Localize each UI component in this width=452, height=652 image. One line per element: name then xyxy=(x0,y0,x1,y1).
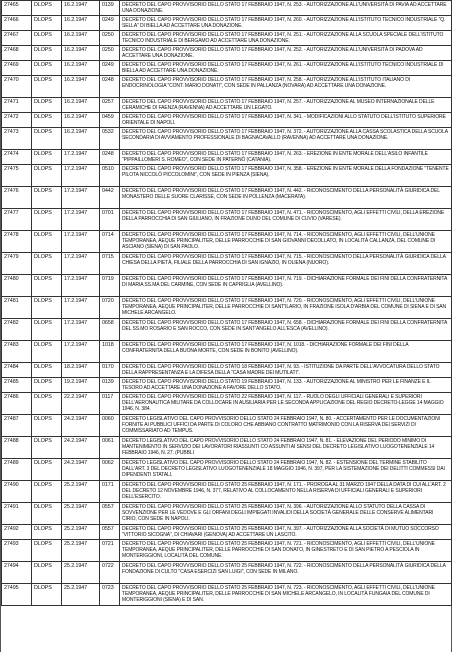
record-title: DECRETO DEL CAPO PROVVISORIO DELLO STATO 17 FEBBRAIO 1947, N. 372. - AUTORIZZAZIONE ALLA CASSA SCOLASTICA DELLA SCUOLA SECONDARIA DI AVVIAMENTO PROFESSIONALE DI BAGNACAVALLO (RAVENNA) AD ACCETTARE UNA DONAZIONE. xyxy=(120,128,452,150)
record-number: 27473 xyxy=(2,128,32,150)
record-source: DLOPS xyxy=(32,319,62,341)
record-source: DLOPS xyxy=(32,363,62,378)
record-source: DLOPS xyxy=(32,209,62,231)
record-date: 25.2.1947 xyxy=(62,540,100,562)
record-page: 0723 xyxy=(100,584,120,606)
table-row xyxy=(2,378,452,393)
record-title: DECRETO LEGISLATIVO DEL CAPO PROVVISORIO DELLO STATO 24 FEBBRAIO 1947, N. 81. - ELEVAZIONE DEL PERIODO MINIMO DI MANTENIMENTO IN SERVIZIO DEI LAVORATORI RIASSUNTI CO ASSUNTI AI SENSI DEL DECRETO LEGISLATIVO LUOGOTENENZIALE 14 FEBBRAIO 1946, N. 27. (PUBBLI xyxy=(120,437,452,459)
table-row xyxy=(2,31,452,46)
record-number: 27481 xyxy=(2,297,32,319)
table-row xyxy=(2,1,452,16)
record-date: 17.2.1947 xyxy=(62,209,100,231)
record-source: DLOPS xyxy=(32,61,62,76)
record-date: 17.2.1947 xyxy=(62,253,100,275)
record-page: 0459 xyxy=(100,113,120,128)
record-source: DLOPS xyxy=(32,113,62,128)
record-date: 25.2.1947 xyxy=(62,503,100,525)
record-title: DECRETO DEL CAPO PROVVISORIO DELLO STATO 17 FEBBRAIO 1947, N. 358. - EREZIONE IN ENTE MORALE DELLA FONDAZIONE "TENENTE PILOTA NICCOLÒ PICCOLOMINI", CON SEDE IN PIENZA (SIENA). xyxy=(120,165,452,187)
record-date: 19.2.1947 xyxy=(62,378,100,393)
record-source: DLOPS xyxy=(32,297,62,319)
table-row xyxy=(2,341,452,363)
table-row xyxy=(2,363,452,378)
record-date: 24.2.1947 xyxy=(62,415,100,437)
record-page: 0061 xyxy=(100,437,120,459)
record-title: DECRETO DEL CAPO PROVVISORIO DELLO STATO 25 FEBBRAIO 1947, N. 723. - RICONOSCIMENTO, AGLI EFFETTI CIVILI, DELL'UNIONE TEMPORANEA, AEQUE PRINCIPALITER, DELLE PARROCCHIE DI SAN MICHELE ARCANGELO, IN LOCALITÀ FUNGAIA DEL COMUNE DI MONTERIGGIONI (SIENA) E DI SAN. xyxy=(120,584,452,606)
record-number: 27466 xyxy=(2,16,32,31)
record-source: DLOPS xyxy=(32,437,62,459)
record-number: 27494 xyxy=(2,562,32,584)
record-page: 0722 xyxy=(100,562,120,584)
record-page: 0532 xyxy=(100,128,120,150)
record-source: DLOPS xyxy=(32,31,62,46)
record-page: 0721 xyxy=(100,540,120,562)
record-number: 27495 xyxy=(2,584,32,606)
record-date: 17.2.1947 xyxy=(62,187,100,209)
record-source: DLOPS xyxy=(32,525,62,540)
record-page: 1018 xyxy=(100,341,120,363)
record-number: 27486 xyxy=(2,393,32,415)
record-date: 17.2.1947 xyxy=(62,297,100,319)
record-source: DLOPS xyxy=(32,562,62,584)
record-number: 27488 xyxy=(2,437,32,459)
record-number: 27493 xyxy=(2,540,32,562)
record-page: 0250 xyxy=(100,46,120,61)
record-source: DLOPS xyxy=(32,46,62,61)
record-page: 0170 xyxy=(100,363,120,378)
record-source: DLOPS xyxy=(32,459,62,481)
record-number: 27472 xyxy=(2,113,32,128)
record-source: DLOPS xyxy=(32,187,62,209)
record-page: 0715 xyxy=(100,253,120,275)
record-title: DECRETO DEL CAPO PROVVISORIO DELLO STATO 17 FEBBRAIO 1947, N. 715. - RICONOSCIMENTO DELLA PERSONALITÀ GIURIDICA DELLA CHIESA DELLA PIETÀ, FILIALE DELLA PARROCCHIA DI SAN IGNAZIO, IN OLIENA (NUORO). xyxy=(120,253,452,275)
record-date: 16.2.1947 xyxy=(62,46,100,61)
record-title: DECRETO DEL CAPO PROVVISORIO DELLO STATO 17 FEBBRAIO 1947, N. 1018. - DICHIARAZIONE FORMALE DEI FINI DELLA CONFRATERNITA DELLA BUONA MORTE, CON SEDE IN BONITO (AVELLINO). xyxy=(120,341,452,363)
record-page: 0510 xyxy=(100,165,120,187)
record-date: 16.2.1947 xyxy=(62,76,100,98)
record-page: 0062 xyxy=(100,459,120,481)
record-date: 17.2.1947 xyxy=(62,341,100,363)
record-title: DECRETO DEL CAPO PROVVISORIO DELLO STATO 17 FEBBRAIO 1947, N. 253. - AUTORIZZAZIONE ALL'UNIVERSITÀ DI PAVIA AD ACCETTARE UNA DONAZIONE. xyxy=(120,1,452,16)
table-row xyxy=(2,540,452,562)
table-row xyxy=(2,113,452,128)
table-row xyxy=(2,61,452,76)
record-number: 27471 xyxy=(2,98,32,113)
record-title: DECRETO DEL CAPO PROVVISORIO DELLO STATO 17 FEBBRAIO 1947, N. 252. - AUTORIZZAZIONE ALL'UNIVERSITÀ DI PADOVA AD ACCETTARE UNA DONAZIONE. xyxy=(120,46,452,61)
record-title: DECRETO DEL CAPO PROVVISORIO DELLO STATO 17 FEBBRAIO 1947, N. 471. - RICONOSCIMENTO, AGLI EFFETTI CIVILI, DELLA EREZIONE DELLA PARROCCHIA DI SAN GIULIANO, IN FRAZIONE DUNO DEL COMUNE DI CUVIO (VARESE). xyxy=(120,209,452,231)
record-source: DLOPS xyxy=(32,481,62,503)
record-number: 27490 xyxy=(2,481,32,503)
table-row xyxy=(2,562,452,584)
record-title: DECRETO DEL CAPO PROVVISORIO DELLO STATO 25 FEBBRAIO 1947, N. 397. - AUTORIZZAZIONE ALLA SOCIETÀ DI MUTUO SOCCORSO "VITTORIO SICOGNA", DI CHIAVARI (GENOVA) AD ACCETTARE UN LASCITO. xyxy=(120,525,452,540)
record-number: 27478 xyxy=(2,231,32,253)
record-number: 27487 xyxy=(2,415,32,437)
record-page: 0248 xyxy=(100,150,120,165)
record-title: DECRETO DEL CAPO PROVVISORIO DELLO STATO 25 FEBBRAIO 1947, N. 171. - PROROGA AL 31 MARZO 1947 DELLA DATA DI CUI ALL'ART. 2 DEL DECRETO 12 NOVEMBRE 1946, N. 377, RELATIVO AL COLLOCAMENTO NELLA RISERVA DI UFFICIALI GENERALI E SUPERIORI DELL'ESERCITO. xyxy=(120,481,452,503)
table-row xyxy=(2,150,452,165)
record-number: 27476 xyxy=(2,187,32,209)
record-number: 27475 xyxy=(2,165,32,187)
record-source: DLOPS xyxy=(32,128,62,150)
record-title: DECRETO DEL CAPO PROVVISORIO DELLO STATO 17 FEBBRAIO 1947, N. 442. - RICONOSCIMENTO DELLA PERSONALITÀ GIURIDICA DEL MONASTERO DELLE SUORE CLARISSE, CON SEDE IN POLLENZA (MACERATA). xyxy=(120,187,452,209)
record-date: 25.2.1947 xyxy=(62,525,100,540)
record-title: DECRETO DEL CAPO PROVVISORIO DELLO STATO 17 FEBBRAIO 1947, N. 261. - AUTORIZZAZIONE ALL'ISTITUTO TECNICO INDUSTRIALE DI BIELLA AD ACCETTARE UNA DONAZIONE. xyxy=(120,61,452,76)
record-date: 17.2.1947 xyxy=(62,275,100,297)
record-title: DECRETO DEL CAPO PROVVISORIO DELLO STATO 18 FEBBRAIO 1947, N. 93. - ISTITUZIONE DA PARTE DELL'AVVOCATURA DELLO STATO DELLA RAPPRESENTANZA E LA DIFESA DELLA "CASA MADRE DEI MUTILATI". xyxy=(120,363,452,378)
record-title: DECRETO DEL CAPO PROVVISORIO DELLO STATO 19 FEBBRAIO 1947, N. 133. - AUTORIZZAZIONE AL MINISTRO PER LE FINANZE E IL TESORO AD ACCETTARE UNA DONAZIONE A FAVORE DELLO STATO. xyxy=(120,378,452,393)
record-page: 0658 xyxy=(100,319,120,341)
record-number: 27482 xyxy=(2,319,32,341)
record-source: DLOPS xyxy=(32,540,62,562)
record-page: 0249 xyxy=(100,61,120,76)
record-number: 27484 xyxy=(2,363,32,378)
record-source: DLOPS xyxy=(32,165,62,187)
record-page: 0250 xyxy=(100,31,120,46)
record-source: DLOPS xyxy=(32,231,62,253)
record-source: DLOPS xyxy=(32,1,62,16)
record-date: 16.2.1947 xyxy=(62,1,100,16)
record-number: 27467 xyxy=(2,31,32,46)
record-title: DECRETO DEL CAPO PROVVISORIO DELLO STATO 17 FEBBRAIO 1947, N. 263. - EREZIONE IN ENTE MORALE DELL'ASILO INFANTILE "PIPPAILLOMERI S. ROMEO", CON SEDE IN PATERNÒ (CATANIA). xyxy=(120,150,452,165)
record-date: 17.2.1947 xyxy=(62,231,100,253)
record-title: DECRETO DEL CAPO PROVVISORIO DELLO STATO 17 FEBBRAIO 1947, N. 714. - RICONOSCIMENTO, AGLI EFFETTI CIVILI, DELL'UNIONE TEMPORANEA, AEQUE PRINCIPALITER, DELLE PARROCCHIE DI SAN GIOVANNI DECOLLATO, IN LOCALITÀ CALLANZA, DEL COMUNE DI ASCIANO (SIENA) DI SAN PAOLO. xyxy=(120,231,452,253)
record-number: 27469 xyxy=(2,61,32,76)
table-row xyxy=(2,584,452,606)
record-number: 27477 xyxy=(2,209,32,231)
record-title: DECRETO DEL CAPO PROVVISORIO DELLO STATO 17 FEBBRAIO 1947, N. 257. - AUTORIZZAZIONE AL MUSEO INTERNAZIONALE DELLE CERAMICHE DI FAENZA (RAVENNA) AD ACCETTARE UN LEGATO. xyxy=(120,98,452,113)
record-source: DLOPS xyxy=(32,378,62,393)
record-date: 25.2.1947 xyxy=(62,481,100,503)
record-number: 27492 xyxy=(2,525,32,540)
table-row xyxy=(2,393,452,415)
table-row xyxy=(2,437,452,459)
record-number: 27468 xyxy=(2,46,32,61)
record-source: DLOPS xyxy=(32,150,62,165)
record-date: 22.2.1947 xyxy=(62,393,100,415)
table-row xyxy=(2,415,452,437)
record-date: 16.2.1947 xyxy=(62,31,100,46)
table-row xyxy=(2,481,452,503)
table-row xyxy=(2,128,452,150)
decree-register-table xyxy=(1,0,452,606)
record-page: 0139 xyxy=(100,1,120,16)
table-row xyxy=(2,459,452,481)
record-title: DECRETO DEL CAPO PROVVISORIO DELLO STATO 25 FEBBRAIO 1947, N. 721. - RICONOSCIMENTO, AGLI EFFETTI CIVILI, DELL'UNIONE TEMPORANEA, AEQUE PRINCIPALITER, DELLE PARROCCHIE DI SAN DONATO, IN GINESTRETO E DI SAN PIETRO A PESCIOLA IN MONTERIGGIONI, LOCALITÀ DEL COMUNE. xyxy=(120,540,452,562)
record-date: 18.2.1947 xyxy=(62,363,100,378)
table-row xyxy=(2,319,452,341)
record-page: 0720 xyxy=(100,297,120,319)
table-row xyxy=(2,253,452,275)
record-date: 16.2.1947 xyxy=(62,61,100,76)
record-page: 0557 xyxy=(100,525,120,540)
record-number: 27483 xyxy=(2,341,32,363)
table-row xyxy=(2,231,452,253)
table-row xyxy=(2,209,452,231)
record-date: 16.2.1947 xyxy=(62,16,100,31)
record-title: DECRETO DEL CAPO PROVVISORIO DELLO STATO 25 FEBBRAIO 1947, N. 722. - RICONOSCIMENTO DELLA PERSONALITÀ GIURIDICA DELLA FONDAZIONE DI CULTO "CASA ESERCIZI SAN LUIGI", CON SEDE IN MILANO. xyxy=(120,562,452,584)
record-date: 17.2.1947 xyxy=(62,319,100,341)
record-title: DECRETO DEL CAPO PROVVISORIO DELLO STATO 25 FEBBRAIO 1947, N. 396. - AUTORIZZAZIONE ALLO STATUTO DELLA CASSA DI SOVVENZIONE PER LE VEDOVE E GLI ORFANI DEGLI IMPIEGATI INVALIDI DELLA SOCIETÀ GENERALE DELLE CONSERVE ALIMENTARI CIRIO, CON SEDE IN NAPOLI. xyxy=(120,503,452,525)
record-number: 27491 xyxy=(2,503,32,525)
table-row xyxy=(2,187,452,209)
table-row xyxy=(2,503,452,525)
record-title: DECRETO DEL CAPO PROVVISORIO DELLO STATO 22 FEBBRAIO 1947, N. 117. - RUOLO DEGLI UFFICIALI GENERALI E SUPERIORI DELL'AERONAUTICA MILITARE DA COLLOCARE IN AUSILIARIA PER LE SECONDA APPLICAZIONE DEL REGIO DECRETO-LEGGE 14 MAGGIO 1946, N. 384. xyxy=(120,393,452,415)
record-source: DLOPS xyxy=(32,253,62,275)
record-title: DECRETO DEL CAPO PROVVISORIO DELLO STATO 17 FEBBRAIO 1947, N. 341. - MODIFICAZIONI ALLO STATUTO DELL'ISTITUTO SUPERIORE ORIENTALE DI NAPOLI. xyxy=(120,113,452,128)
record-number: 27489 xyxy=(2,459,32,481)
record-number: 27474 xyxy=(2,150,32,165)
record-page: 0249 xyxy=(100,16,120,31)
record-page: 0701 xyxy=(100,209,120,231)
record-title: DECRETO DEL CAPO PROVVISORIO DELLO STATO 17 FEBBRAIO 1947, N. 658. - DICHIARAZIONE FORMALE DEI FINI DELLA CONFRATERNITA DEL SS.MO ROSARIO E SAN ROCCO, CON SEDE IN SANT'ANGELO ALL'ESCA (AVELLINO). xyxy=(120,319,452,341)
record-date: 16.2.1947 xyxy=(62,128,100,150)
record-number: 27479 xyxy=(2,253,32,275)
record-source: DLOPS xyxy=(32,16,62,31)
record-page: 0117 xyxy=(100,393,120,415)
record-source: DLOPS xyxy=(32,98,62,113)
record-title: DECRETO DEL CAPO PROVVISORIO DELLO STATO 17 FEBBRAIO 1947, N. 260. - AUTORIZZAZIONE ALL'ISTITUTO TECNICO INDUSTRIALE "Q. SELLA" DI BIELLA AD ACCETTARE UNA DONAZIONE. xyxy=(120,16,452,31)
record-title: DECRETO DEL CAPO PROVVISORIO DELLO STATO 17 FEBBRAIO 1947, N. 720. - RICONOSCIMENTO, AGLI EFFETTI CIVILI, DELL'UNIONE TEMPORANEA, AEQUE PRINCIPALITER, DELLE PARROCCHIE DI SANT'ILARIO, IN FRAZIONE ISOLA D'ARBIA DEL COMUNE DI SIENA E DI SAN MICHELE ARCANGELO. xyxy=(120,297,452,319)
record-source: DLOPS xyxy=(32,415,62,437)
record-date: 16.2.1947 xyxy=(62,113,100,128)
record-page: 0442 xyxy=(100,187,120,209)
register-table-body xyxy=(2,1,452,606)
record-page: 0139 xyxy=(100,378,120,393)
table-row xyxy=(2,297,452,319)
record-number: 27485 xyxy=(2,378,32,393)
record-date: 17.2.1947 xyxy=(62,165,100,187)
record-date: 17.2.1947 xyxy=(62,150,100,165)
table-row xyxy=(2,165,452,187)
record-number: 27480 xyxy=(2,275,32,297)
record-title: DECRETO LEGISLATIVO DEL CAPO PROVVISORIO DELLO STATO 24 FEBBRAIO 1947, N. 82. - ESTENSIONE DEL TERMINE STABILITO DALL'ART. 3 DEL DECRETO LEGISLATIVO LUOGOTENENZIALE 18 MAGGIO 1946, N. 397, PER LA SISTEMAZIONE DEI DELITTI COMMESSI DAI DIPENDENTI STATALI. xyxy=(120,459,452,481)
record-number: 27465 xyxy=(2,1,32,16)
record-date: 25.2.1947 xyxy=(62,562,100,584)
table-row xyxy=(2,46,452,61)
table-row xyxy=(2,525,452,540)
record-page: 0060 xyxy=(100,415,120,437)
record-source: DLOPS xyxy=(32,393,62,415)
record-source: DLOPS xyxy=(32,584,62,606)
record-page: 0714 xyxy=(100,231,120,253)
record-title: DECRETO DEL CAPO PROVVISORIO DELLO STATO 17 FEBBRAIO 1947, N. 258. - AUTORIZZAZIONE ALL'ISTITUTO ITALIANO DI ENDOCRINOLOGIA "CONT. MARIO DONATI", CON SEDE IN PALLANZA (NOVARA) AD ACCETTARE UNA DONAZIONE. xyxy=(120,76,452,98)
record-source: DLOPS xyxy=(32,341,62,363)
record-date: 16.2.1947 xyxy=(62,98,100,113)
record-source: DLOPS xyxy=(32,503,62,525)
record-date: 24.2.1947 xyxy=(62,437,100,459)
record-page: 0257 xyxy=(100,98,120,113)
record-page: 0171 xyxy=(100,481,120,503)
table-row xyxy=(2,76,452,98)
table-row xyxy=(2,98,452,113)
record-source: DLOPS xyxy=(32,275,62,297)
record-page: 0719 xyxy=(100,275,120,297)
record-number: 27470 xyxy=(2,76,32,98)
record-source: DLOPS xyxy=(32,76,62,98)
table-row xyxy=(2,275,452,297)
record-title: DECRETO DEL CAPO PROVVISORIO DELLO STATO 17 FEBBRAIO 1947, N. 251. - AUTORIZZAZIONE ALLA SCUOLA SPECIALE DELL'ISTITUTO TECNICO INDUSTRIALE DI BERGAMO AD ACCETTARE UNA DONAZIONE. xyxy=(120,31,452,46)
table-row xyxy=(2,16,452,31)
record-page: 0248 xyxy=(100,76,120,98)
record-title: DECRETO DEL CAPO PROVVISORIO DELLO STATO 17 FEBBRAIO 1947, N. 719. - DICHIARAZIONE FORMALE DEI FINI DELLA CONFRATERNITA DI MARIA SS.MA DEL CARMINE, CON SEDE IN CAPRIGLIA (AVELLINO). xyxy=(120,275,452,297)
record-date: 25.2.1947 xyxy=(62,584,100,606)
record-date: 24.2.1947 xyxy=(62,459,100,481)
record-page: 0557 xyxy=(100,503,120,525)
record-title: DECRETO LEGISLATIVO DEL CAPO PROVVISORIO DELLO STATO 24 FEBBRAIO 1947, N. 80. - ACCERTAMENTO PER LE DOCUMENTAZIONI FORNITE AI PUBBLICI UFFICI DA PARTE DI COLORO CHE ABBIANO CONTRATTO MATRIMONIO CON LA RISERVA DEI SERVIZI DI COMMISSARIATO AD TEMPUS. xyxy=(120,415,452,437)
